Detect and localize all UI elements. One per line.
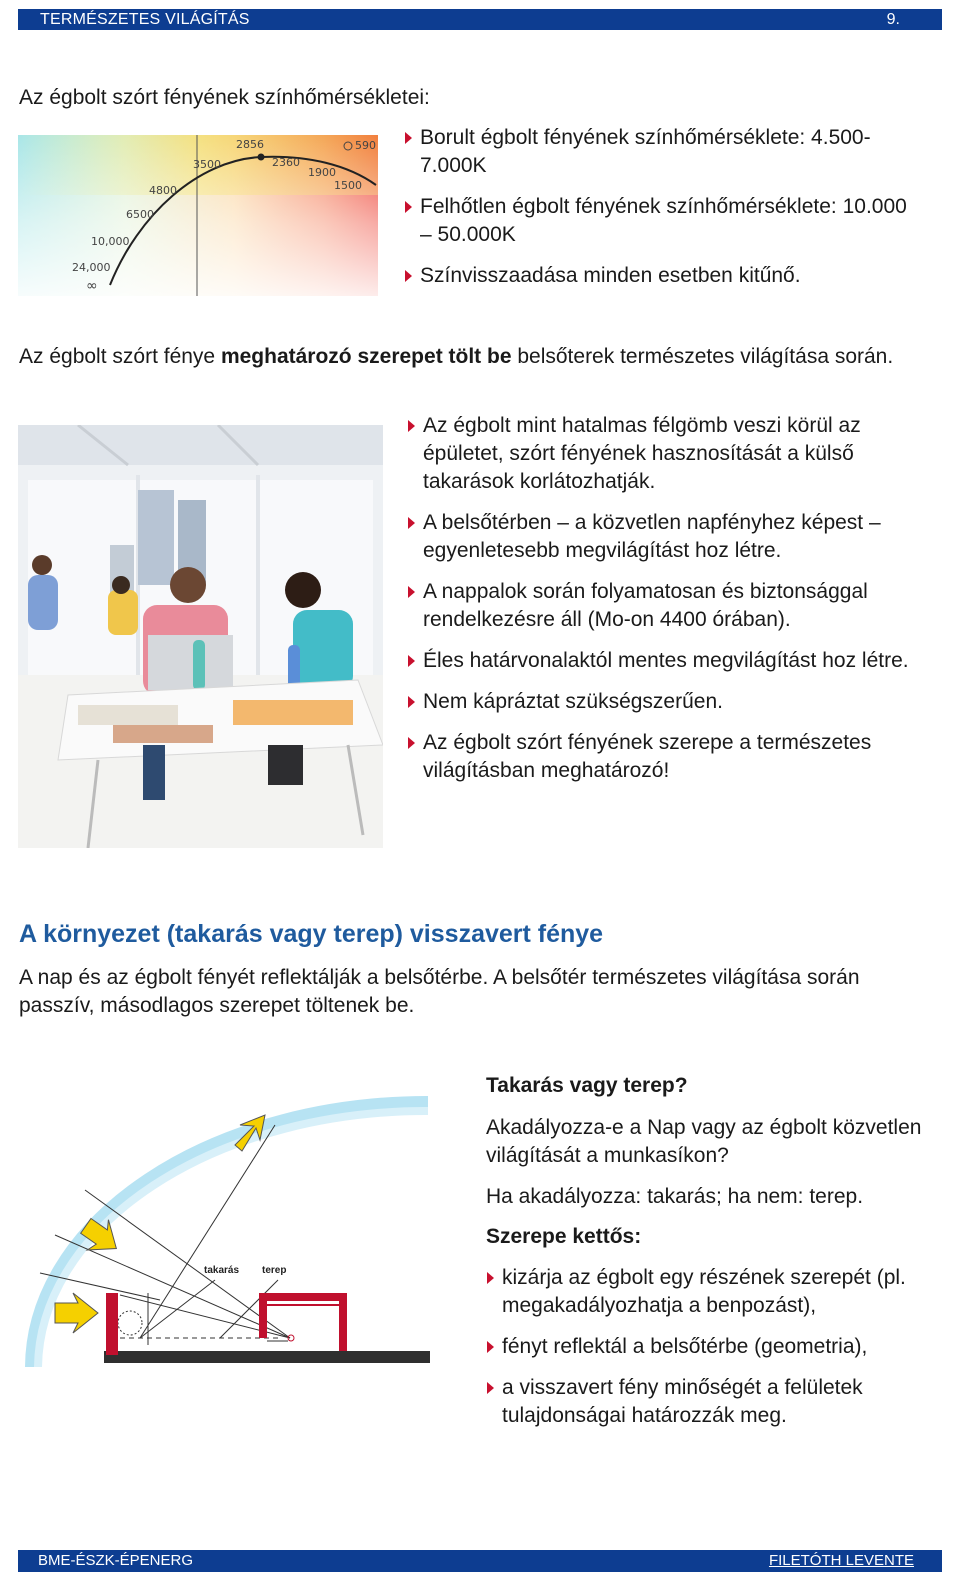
list-item: fényt reflektál a belsőtérbe (geometria), [486, 1333, 941, 1361]
role-bullets [486, 1264, 941, 1443]
list-item: Az égbolt szórt fényének szerepe a természetes világításban meghatározó! [407, 729, 942, 785]
label-terep: terep [262, 1265, 287, 1276]
role-heading: Szerepe kettős: [486, 1225, 642, 1248]
obstruction-diagram [20, 1085, 440, 1375]
ct-label-2856: 2856 [236, 138, 264, 151]
footer-author: FILETÓTH LEVENTE [768, 1552, 914, 1569]
list-item: A nappalok során folyamatosan és biztonsággal rendelkezésre áll (Mo-on 4400 órában). [407, 578, 942, 634]
chapter-title: TERMÉSZETES VILÁGÍTÁS [40, 11, 250, 28]
color-temperature-image [18, 135, 378, 296]
ct-label-3500: 3500 [193, 158, 221, 171]
bullet-marker [487, 1341, 494, 1353]
list-item: Borult égbolt fényének színhőmérséklete: 4.500-7.000K [404, 124, 914, 180]
list-item: a visszavert fény minőségét a felületek tulajdonságai határozzák meg. [486, 1374, 941, 1430]
question-text: Akadályozza-e a Nap vagy az égbolt közvetlen világítását a munkasíkon? [486, 1116, 922, 1167]
header-bar [18, 9, 942, 30]
ct-label-6500: 6500 [126, 208, 154, 221]
list-item: A belsőtérben – a közvetlen napfényhez képest – egyenletesebb megvilágítást hoz létre. [407, 509, 942, 565]
bullet-marker [408, 586, 415, 598]
answer-text: Ha akadályozza: takarás; ha nem: terep. [486, 1185, 864, 1208]
list-item: Éles határvonalaktól mentes megvilágítást hoz létre. [407, 647, 942, 675]
reflected-light-intro: A nap és az égbolt fényét reflektálják a belsőtérbe. A belsőtér természetes világítása során passzív, másodlagos szerepet töltenek be. [19, 966, 860, 1017]
sky-light-bullets [407, 412, 942, 798]
list-item: Színvisszaadása minden esetben kitűnő. [404, 262, 914, 290]
bullet-marker [405, 201, 412, 213]
obstruction-diagram-svg [20, 1085, 440, 1375]
list-item: Az égbolt mint hatalmas félgömb veszi körül az épületet, szórt fényének hasznosítását a külső takarások korlátozhatják. [407, 412, 942, 496]
color-temperature-diagram [18, 135, 378, 296]
list-item: Felhőtlen égbolt fényének színhőmérséklete: 10.000 – 50.000K [404, 193, 914, 249]
list-item: Nem kápráztat szükségszerűen. [407, 688, 942, 716]
footer-bar [18, 1550, 942, 1572]
office-photo [18, 425, 383, 848]
ct-label-infinity: ∞ [86, 278, 98, 294]
bullet-marker [405, 270, 412, 282]
bullet-marker [487, 1272, 494, 1284]
office-photo-illustration [18, 425, 383, 848]
bullet-marker [405, 132, 412, 144]
bullet-marker [408, 517, 415, 529]
page-number: 9. [886, 11, 900, 28]
color-temperature-bullets [404, 124, 914, 303]
ct-label-1500: 1500 [334, 179, 362, 192]
ct-label-2360: 2360 [272, 156, 300, 169]
ct-label-10000: 10,000 [91, 235, 130, 248]
ct-label-4800: 4800 [149, 184, 177, 197]
ct-label-590: 590 [355, 139, 376, 152]
question-heading: Takarás vagy terep? [486, 1074, 688, 1097]
ct-label-1900: 1900 [308, 166, 336, 179]
sky-light-intro: Az égbolt szórt fénye meghatározó szerepet tölt be belsőterek természetes világítása során. [19, 345, 894, 368]
section-title: A környezet (takarás vagy terep) visszavert fénye [19, 920, 604, 948]
footer-department: BME-ÉSZK-ÉPENERG [38, 1552, 194, 1569]
bullet-marker [408, 655, 415, 667]
list-item: kizárja az égbolt egy részének szerepét (pl. megakadályozhatja a benpozást), [486, 1264, 941, 1320]
color-temperature-heading: Az égbolt szórt fényének színhőmérsékletei: [19, 86, 430, 109]
ct-label-24000: 24,000 [72, 261, 111, 274]
bullet-marker [408, 696, 415, 708]
bullet-marker [487, 1382, 494, 1394]
label-takaras: takarás [204, 1265, 240, 1276]
bullet-marker [408, 420, 415, 432]
bullet-marker [408, 737, 415, 749]
